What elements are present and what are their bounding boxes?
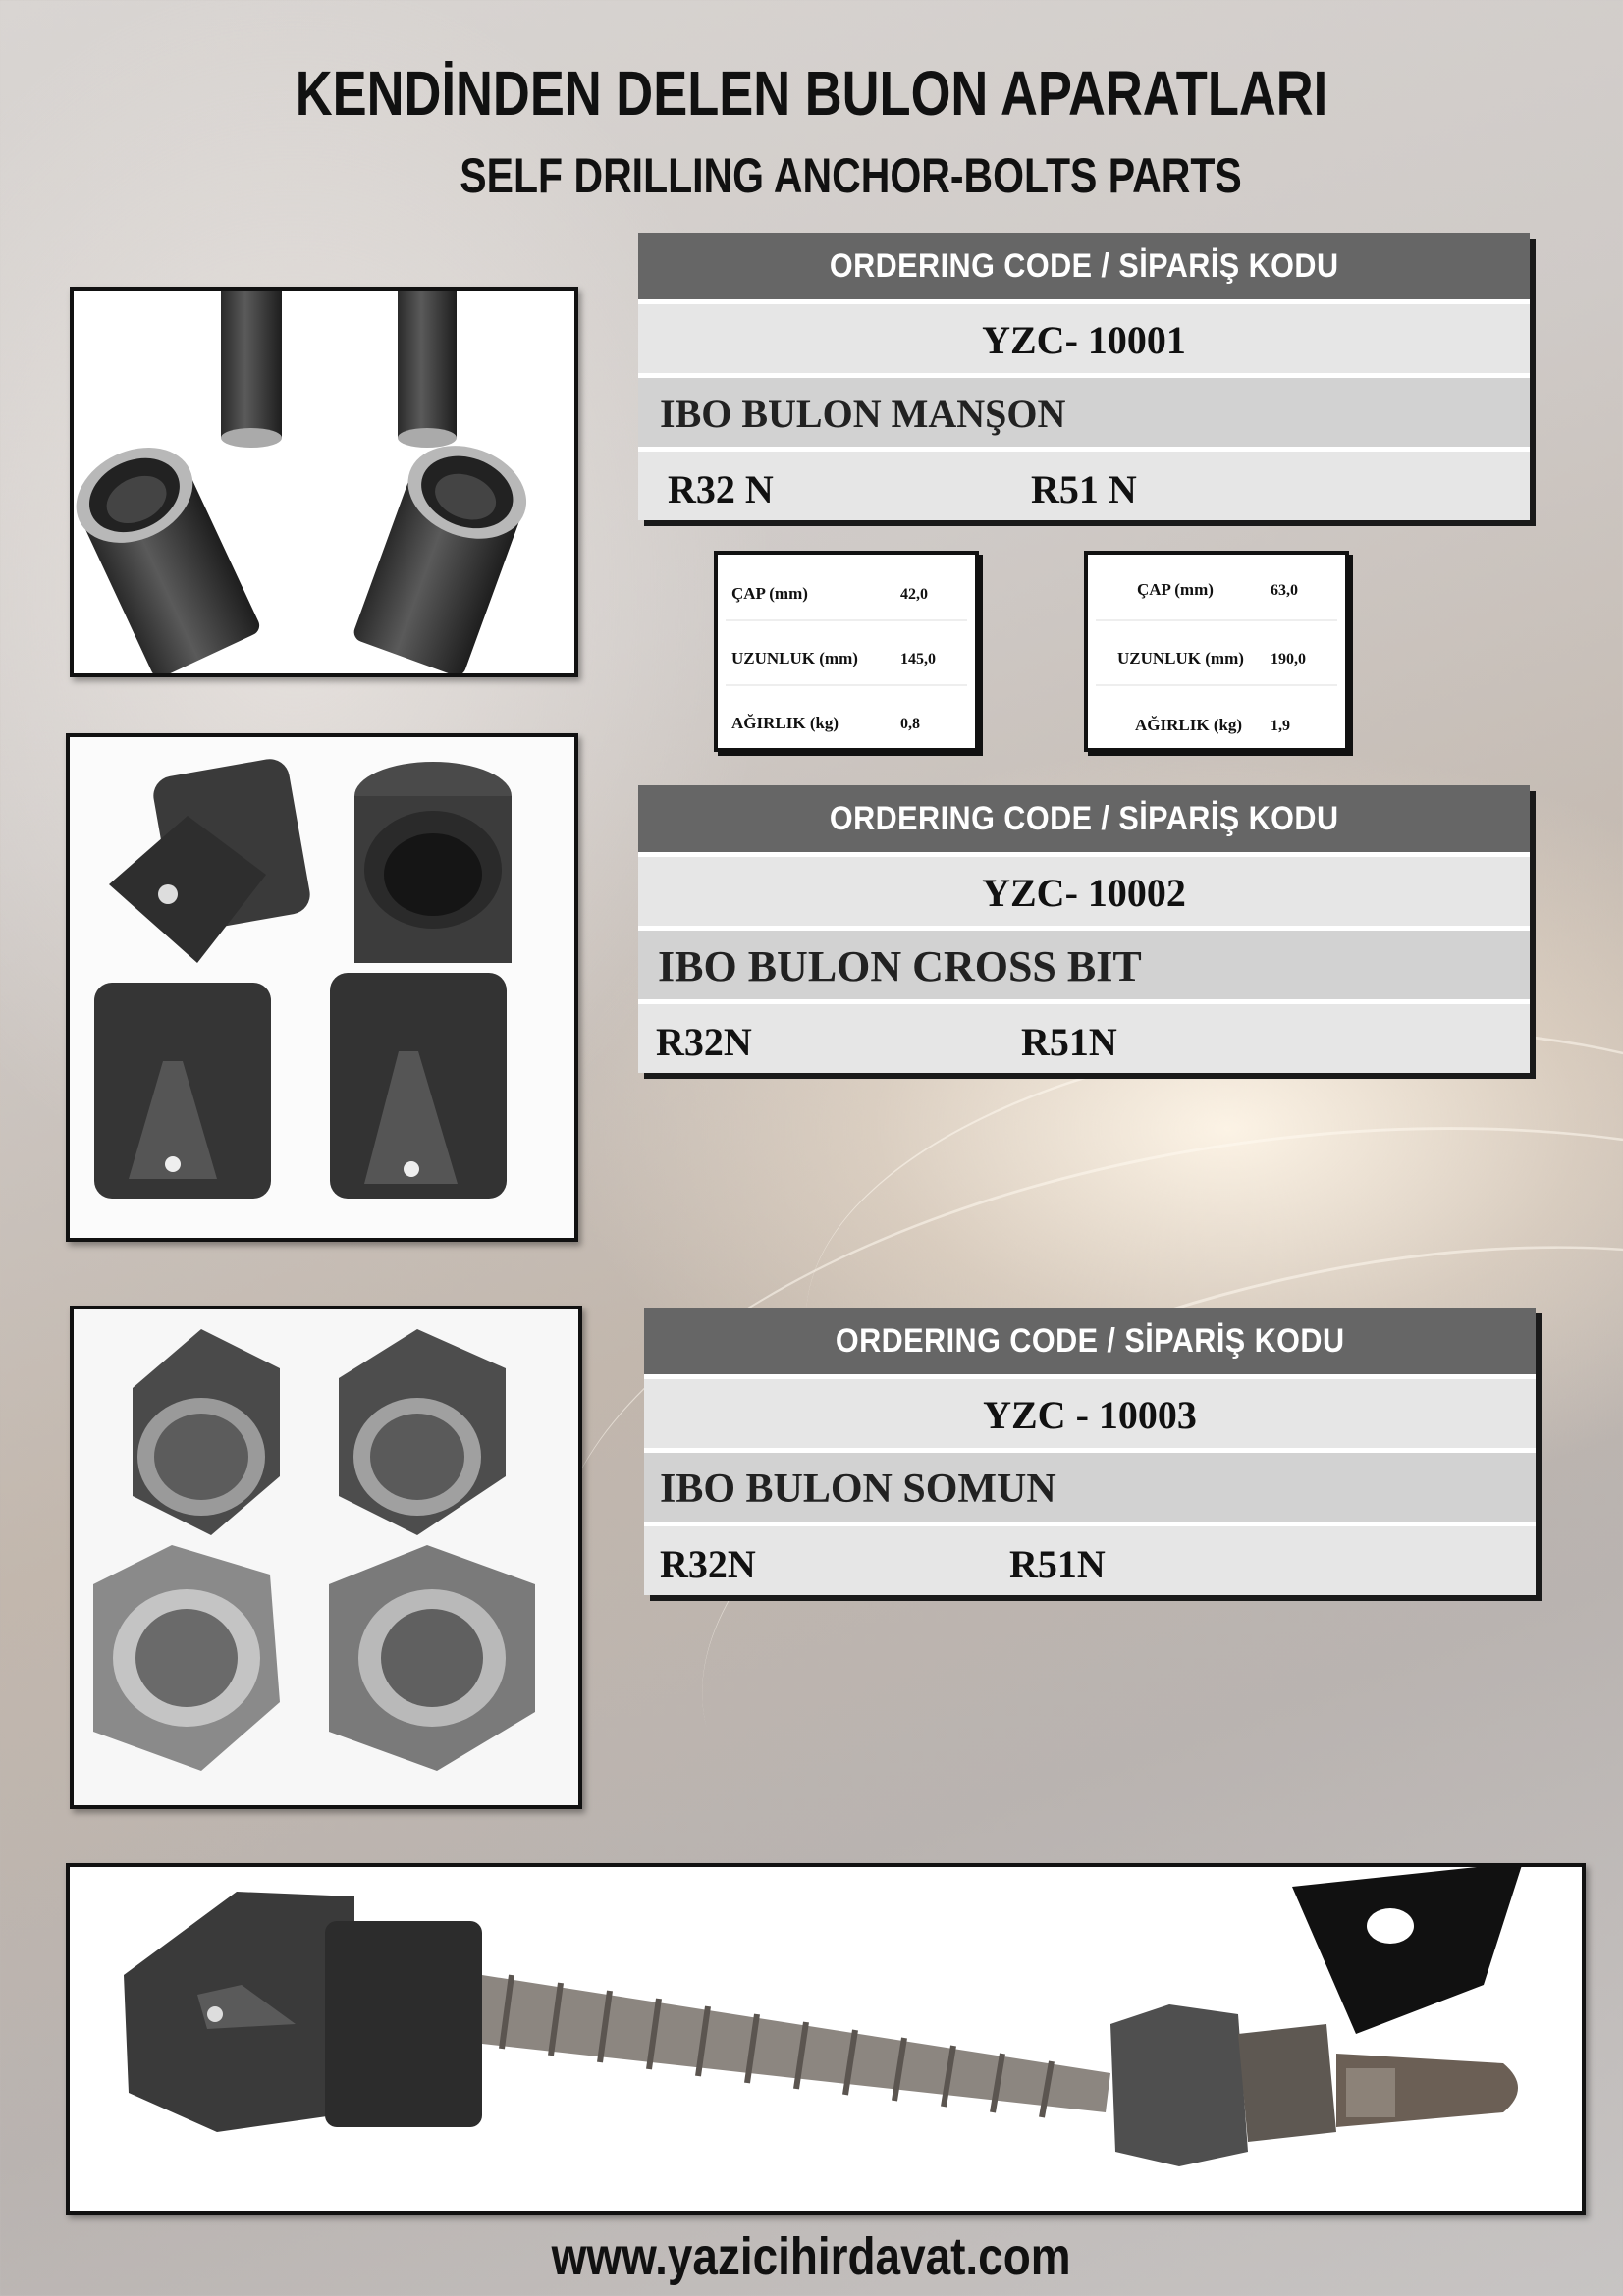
spec-table-r51	[1084, 551, 1349, 752]
ordering-code-header: ORDERING CODE / SİPARİŞ KODU	[644, 1308, 1536, 1374]
ordering-block-cross-bit	[638, 785, 1530, 1073]
ordering-block-hex-nut	[644, 1308, 1536, 1595]
spec-value-diameter: 63,0	[1271, 582, 1298, 599]
spec-label-diameter: ÇAP (mm)	[1137, 580, 1214, 599]
product-name: IBO BULON SOMUN	[644, 1448, 1536, 1522]
spec-label-weight: AĞIRLIK (kg)	[731, 714, 839, 732]
size-r51: R51N	[1021, 1020, 1117, 1064]
website-link[interactable]: www.yazicihirdavat.com	[552, 2227, 1071, 2286]
spec-table-r32	[714, 551, 979, 752]
coupler-sleeve-photo	[70, 287, 578, 677]
product-code: YZC- 10001	[638, 299, 1530, 373]
cross-bit-photo	[66, 733, 578, 1242]
size-r32: R32N	[656, 1020, 752, 1064]
size-r32: R32 N	[668, 467, 774, 511]
anchor-assembly-photo	[66, 1863, 1586, 2215]
size-r51: R51 N	[1031, 467, 1137, 511]
size-r51: R51N	[1009, 1542, 1106, 1586]
spec-value-length: 190,0	[1271, 651, 1306, 667]
product-sizes	[644, 1522, 1536, 1595]
product-code: YZC - 10003	[644, 1374, 1536, 1448]
spec-value-length: 145,0	[900, 651, 936, 667]
product-sizes	[638, 447, 1530, 520]
hex-nut-photo	[70, 1306, 582, 1809]
spec-label-length: UZUNLUK (mm)	[1117, 649, 1244, 667]
spec-label-weight: AĞIRLIK (kg)	[1135, 716, 1243, 734]
product-sizes	[638, 999, 1530, 1073]
page-subtitle: SELF DRILLING ANCHOR-BOLTS PARTS	[460, 148, 1242, 203]
product-code: YZC- 10002	[638, 852, 1530, 926]
spec-value-weight: 1,9	[1271, 718, 1290, 734]
spec-value-diameter: 42,0	[900, 586, 928, 603]
spec-value-weight: 0,8	[900, 716, 920, 732]
page-title: KENDİNDEN DELEN BULON APARATLARI	[295, 58, 1328, 129]
ordering-code-header: ORDERING CODE / SİPARİŞ KODU	[638, 785, 1530, 852]
size-r32: R32N	[660, 1542, 756, 1586]
ordering-block-coupler	[638, 233, 1530, 520]
ordering-code-header: ORDERING CODE / SİPARİŞ KODU	[638, 233, 1530, 299]
spec-label-length: UZUNLUK (mm)	[731, 649, 858, 667]
product-name: IBO BULON MANŞON	[638, 373, 1530, 447]
spec-label-diameter: ÇAP (mm)	[731, 584, 808, 603]
product-name: IBO BULON CROSS BIT	[638, 926, 1530, 999]
